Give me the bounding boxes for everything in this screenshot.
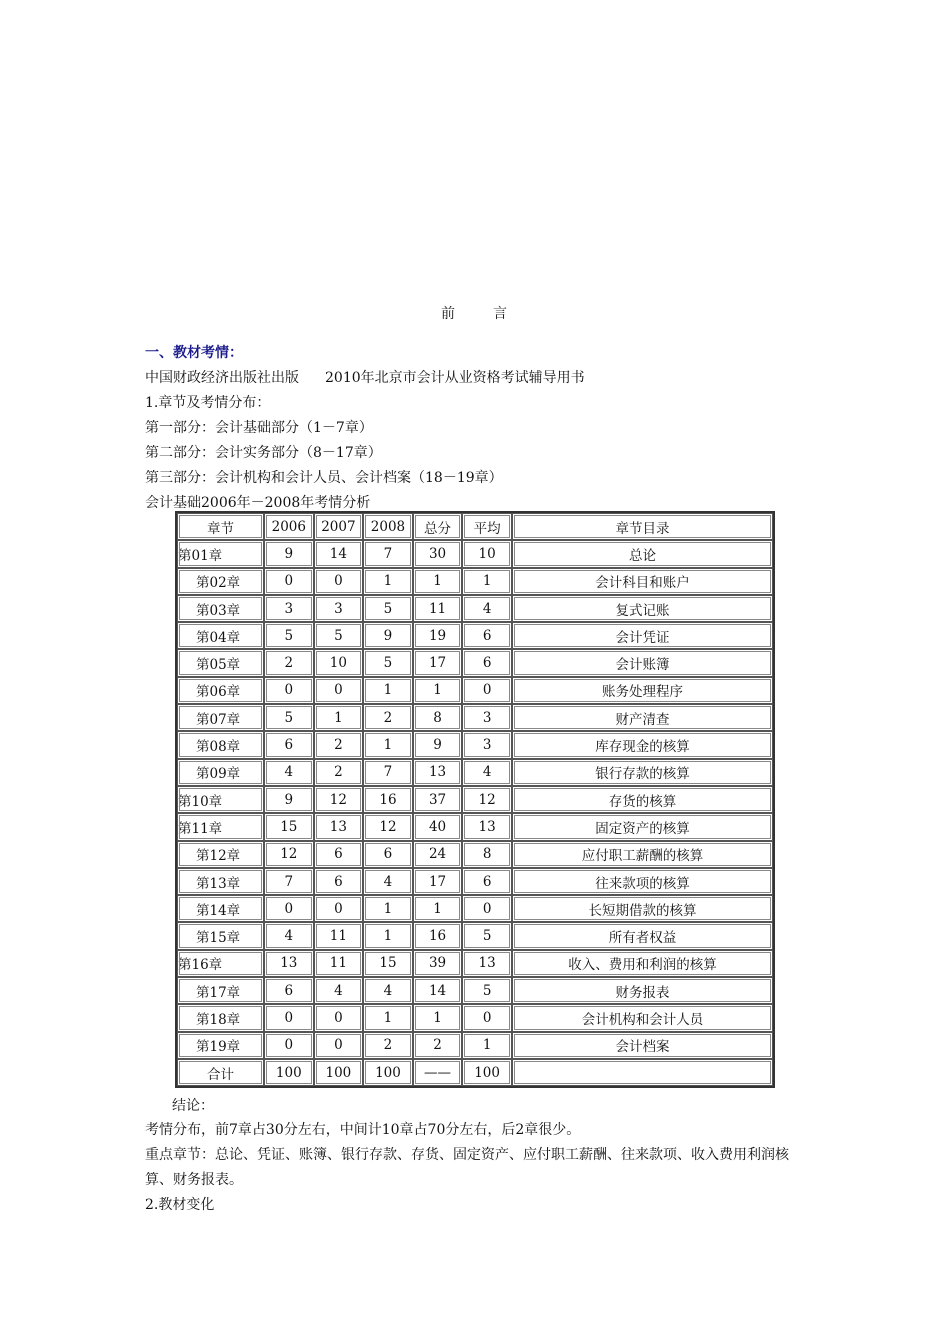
score-cell: 39 [413,950,463,977]
table-row [177,1032,773,1059]
score-cell: 4 [363,977,413,1004]
chapter-title-cell [512,1059,773,1086]
score-cell: 9 [413,731,463,758]
score-cell: 12 [264,841,314,868]
chapter-title-cell: 财务报表 [512,977,773,1004]
chapter-cell: 第08章 [177,731,264,758]
score-cell: 37 [413,786,463,813]
score-cell: 40 [413,813,463,840]
score-cell: 0 [264,568,314,595]
score-cell: 0 [264,1004,314,1031]
book-name: 2010年北京市会计从业资格考试辅导用书 [325,370,585,386]
score-cell: 0 [314,568,364,595]
score-cell: 7 [363,540,413,567]
score-cell: 0 [314,1004,364,1031]
header-cell: 2006 [264,513,314,540]
conclusion-line-1: 考情分布，前7章占30分左右，中间计10章占70分左右，后2章很少。 [145,1122,581,1138]
chapter-title-cell: 库存现金的核算 [512,731,773,758]
chapter-title-cell: 会计账簿 [512,649,773,676]
table-header-row [177,513,773,540]
chapter-cell: 第09章 [177,759,264,786]
score-cell: 5 [462,977,512,1004]
score-cell: 2 [264,649,314,676]
score-cell: 12 [314,786,364,813]
score-cell: 1 [363,677,413,704]
score-cell: 6 [363,841,413,868]
chapter-cell: 第15章 [177,922,264,949]
score-cell: 10 [462,540,512,567]
score-cell: 7 [264,868,314,895]
chapter-cell: 第17章 [177,977,264,1004]
score-cell: 5 [462,922,512,949]
table-row [177,677,773,704]
score-cell: 4 [363,868,413,895]
chapters-heading: 1.章节及考情分布： [145,395,271,411]
chapter-cell: 第03章 [177,595,264,622]
exam-score-table [175,511,775,1088]
score-cell: 0 [264,1032,314,1059]
score-cell: 5 [264,704,314,731]
header-cell: 总分 [413,513,463,540]
table-row [177,759,773,786]
chapter-title-cell: 复式记账 [512,595,773,622]
chapter-title-cell: 财产清查 [512,704,773,731]
part-3: 第三部分：会计机构和会计人员、会计档案（18－19章） [145,470,503,486]
chapter-title-cell: 会计凭证 [512,622,773,649]
score-cell: —— [413,1059,463,1086]
score-cell: 4 [462,759,512,786]
table-row [177,786,773,813]
score-cell: 13 [462,813,512,840]
score-cell: 13 [413,759,463,786]
score-cell: 5 [363,649,413,676]
table-row [177,568,773,595]
score-cell: 9 [264,540,314,567]
score-cell: 16 [413,922,463,949]
score-cell: 0 [314,677,364,704]
chapter-cell: 第12章 [177,841,264,868]
score-cell: 100 [363,1059,413,1086]
score-cell: 3 [462,704,512,731]
score-cell: 2 [413,1032,463,1059]
score-cell: 5 [314,622,364,649]
chapter-cell: 第13章 [177,868,264,895]
conclusion-line-2: 重点章节：总论、凭证、账簿、银行存款、存货、固定资产、应付职工薪酬、往来款项、收入费用利润核 [145,1147,789,1163]
header-cell: 章节 [177,513,264,540]
score-cell: 3 [264,595,314,622]
chapter-title-cell: 往来款项的核算 [512,868,773,895]
chapter-title-cell: 账务处理程序 [512,677,773,704]
score-cell: 4 [462,595,512,622]
score-cell: 1 [413,895,463,922]
table-caption: 会计基础2006年－2008年考情分析 [145,495,371,511]
chapter-title-cell: 所有者权益 [512,922,773,949]
score-cell: 6 [462,649,512,676]
score-cell: 6 [314,841,364,868]
score-cell: 11 [314,950,364,977]
score-cell: 1 [462,568,512,595]
score-cell: 9 [363,622,413,649]
header-cell: 章节目录 [512,513,773,540]
score-cell: 0 [314,895,364,922]
score-cell: 17 [413,649,463,676]
score-cell: 30 [413,540,463,567]
table-row [177,649,773,676]
chapter-cell: 第04章 [177,622,264,649]
score-cell: 1 [363,922,413,949]
table-row [177,704,773,731]
chapter-title-cell: 收入、费用和利润的核算 [512,950,773,977]
score-cell: 100 [264,1059,314,1086]
table-row [177,813,773,840]
score-cell: 4 [264,922,314,949]
conclusion-line-3: 算、财务报表。 [145,1172,243,1188]
chapter-title-cell: 总论 [512,540,773,567]
chapter-cell: 第11章 [177,813,264,840]
score-cell: 16 [363,786,413,813]
chapter-cell: 第16章 [177,950,264,977]
table-row [177,731,773,758]
chapter-cell: 合计 [177,1059,264,1086]
table-body [177,513,773,1086]
header-cell: 2008 [363,513,413,540]
score-cell: 1 [413,568,463,595]
chapter-cell: 第18章 [177,1004,264,1031]
chapter-title-cell: 会计档案 [512,1032,773,1059]
part-1: 第一部分：会计基础部分（1－7章） [145,420,373,436]
section-heading-1: 一、教材考情： [145,345,243,361]
score-cell: 2 [363,704,413,731]
score-cell: 1 [363,1004,413,1031]
chapter-cell: 第19章 [177,1032,264,1059]
score-cell: 14 [413,977,463,1004]
score-cell: 24 [413,841,463,868]
score-cell: 13 [264,950,314,977]
score-cell: 6 [314,868,364,895]
score-cell: 3 [314,595,364,622]
score-cell: 12 [363,813,413,840]
score-cell: 0 [264,677,314,704]
chapter-title-cell: 会计机构和会计人员 [512,1004,773,1031]
title-char-1: 前 [441,306,457,322]
score-cell: 0 [264,895,314,922]
header-cell: 2007 [314,513,364,540]
table-row [177,540,773,567]
score-cell: 1 [363,568,413,595]
score-cell: 19 [413,622,463,649]
score-cell: 4 [314,977,364,1004]
score-cell: 1 [363,895,413,922]
table-row [177,841,773,868]
score-cell: 5 [363,595,413,622]
chapter-cell: 第14章 [177,895,264,922]
score-cell: 2 [314,759,364,786]
title-char-2: 言 [493,306,509,322]
score-cell: 1 [413,677,463,704]
score-cell: 6 [264,731,314,758]
score-cell: 8 [413,704,463,731]
conclusion-label: 结论： [172,1098,214,1114]
score-cell: 8 [462,841,512,868]
chapter-title-cell: 会计科目和账户 [512,568,773,595]
score-cell: 11 [413,595,463,622]
chapter-cell: 第07章 [177,704,264,731]
chapter-cell: 第02章 [177,568,264,595]
table-row [177,868,773,895]
score-cell: 0 [462,1004,512,1031]
chapter-title-cell: 存货的核算 [512,786,773,813]
table-row [177,1059,773,1086]
chapter-title-cell: 长短期借款的核算 [512,895,773,922]
score-cell: 6 [462,622,512,649]
table-row [177,977,773,1004]
score-cell: 7 [363,759,413,786]
table-row [177,1004,773,1031]
chapter-cell: 第06章 [177,677,264,704]
score-cell: 14 [314,540,364,567]
score-cell: 4 [264,759,314,786]
score-cell: 12 [462,786,512,813]
score-cell: 2 [314,731,364,758]
section-heading-2: 2.教材变化 [145,1197,215,1213]
score-cell: 100 [314,1059,364,1086]
score-cell: 1 [314,704,364,731]
part-2: 第二部分：会计实务部分（8－17章） [145,445,382,461]
publisher-name: 中国财政经济出版社出版 [145,370,299,386]
table-row [177,950,773,977]
score-cell: 1 [413,1004,463,1031]
chapter-title-cell: 应付职工薪酬的核算 [512,841,773,868]
score-cell: 1 [462,1032,512,1059]
score-cell: 11 [314,922,364,949]
score-cell: 13 [462,950,512,977]
table-row [177,922,773,949]
table-row [177,895,773,922]
table-row [177,622,773,649]
table-row [177,595,773,622]
page-title [0,303,950,323]
score-cell: 17 [413,868,463,895]
score-cell: 0 [462,677,512,704]
chapter-cell: 第10章 [177,786,264,813]
chapter-title-cell: 固定资产的核算 [512,813,773,840]
score-cell: 100 [462,1059,512,1086]
score-cell: 6 [264,977,314,1004]
score-cell: 15 [363,950,413,977]
score-cell: 13 [314,813,364,840]
score-cell: 1 [363,731,413,758]
chapter-cell: 第01章 [177,540,264,567]
score-cell: 3 [462,731,512,758]
score-cell: 5 [264,622,314,649]
score-cell: 0 [314,1032,364,1059]
score-cell: 2 [363,1032,413,1059]
chapter-title-cell: 银行存款的核算 [512,759,773,786]
score-cell: 15 [264,813,314,840]
chapter-cell: 第05章 [177,649,264,676]
score-cell: 0 [462,895,512,922]
score-cell: 10 [314,649,364,676]
header-cell: 平均 [462,513,512,540]
score-cell: 9 [264,786,314,813]
publisher-line [145,367,585,387]
score-cell: 6 [462,868,512,895]
